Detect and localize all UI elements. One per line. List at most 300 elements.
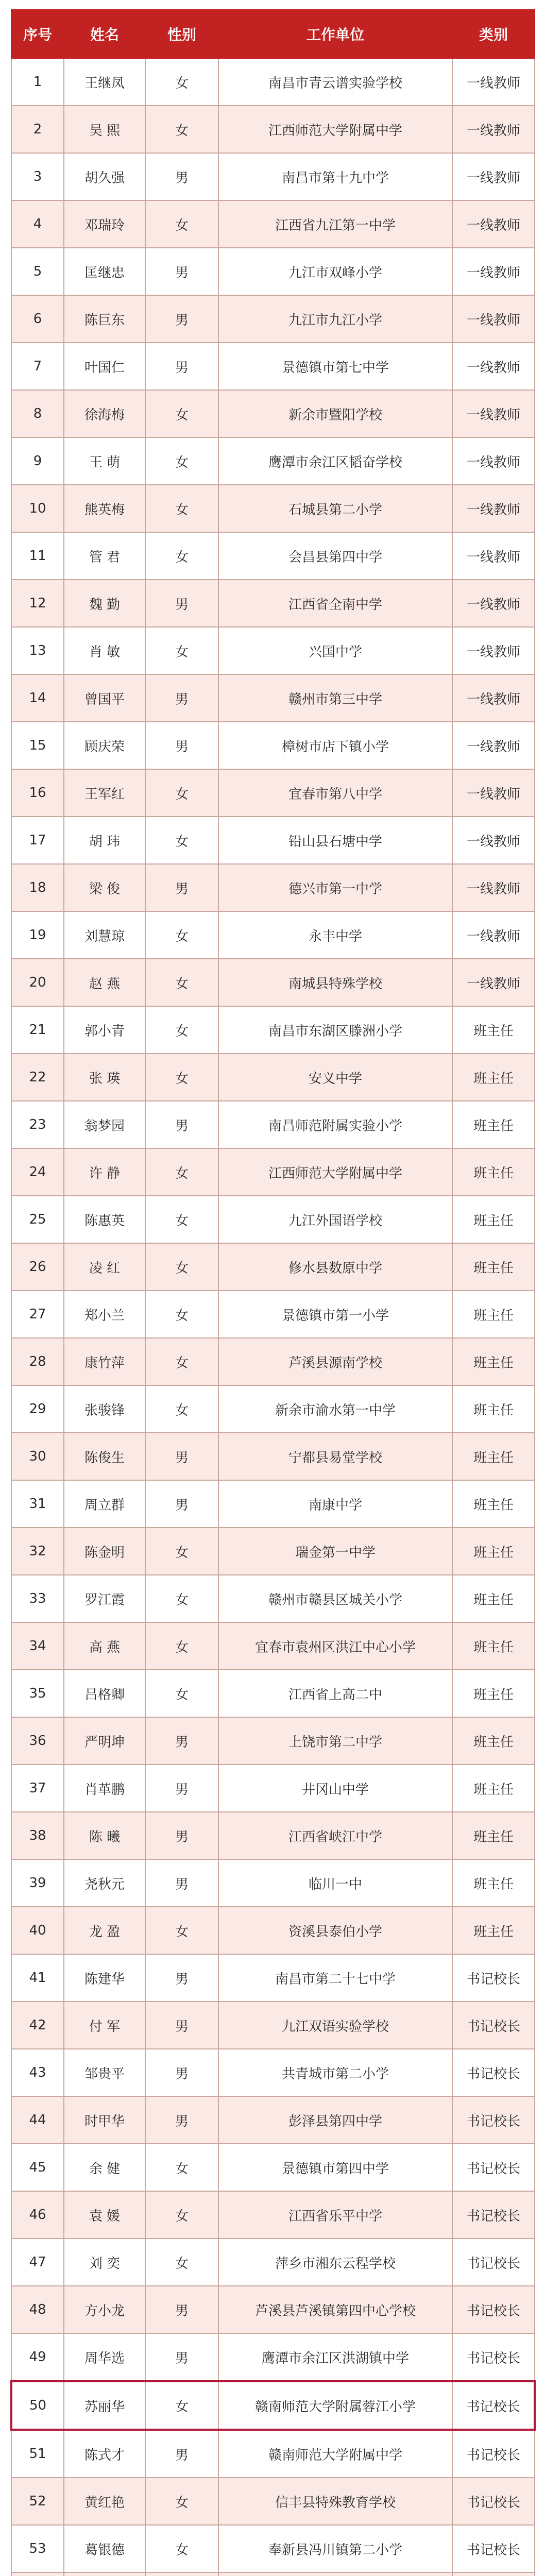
cell-serial-no: 30 [11,1433,64,1480]
cell-gender: 男 [145,1859,218,1907]
cell-work-unit: 瑞金第一中学 [218,1528,452,1575]
cell-serial-no: 3 [11,153,64,200]
cell-gender: 女 [145,2381,218,2430]
cell-category: 书记校长 [452,2381,535,2430]
cell-serial-no: 26 [11,1243,64,1291]
cell-serial-no: 45 [11,2144,64,2191]
table-row [11,532,535,580]
cell-work-unit [218,2572,452,2576]
cell-serial-no: 48 [11,2286,64,2333]
cell-name: 陈惠英 [64,1196,145,1243]
cell-work-unit: 彭泽县第四中学 [218,2096,452,2144]
cell-work-unit: 赣州市赣县区城关小学 [218,1575,452,1622]
table-row [11,1765,535,1812]
table-row [11,2286,535,2333]
cell-category: 班主任 [452,1433,535,1480]
header-category: 类别 [452,10,535,58]
cell-name: 肖革鹏 [64,1765,145,1812]
cell-serial-no: 32 [11,1528,64,1575]
cell-gender: 男 [145,1480,218,1528]
table-row [11,1006,535,1054]
table-row [11,1385,535,1433]
cell-serial-no: 21 [11,1006,64,1054]
table-row [11,674,535,722]
cell-serial-no: 12 [11,580,64,627]
cell-gender: 男 [145,2096,218,2144]
cell-work-unit: 德兴市第一中学 [218,864,452,911]
cell-name: 郭小青 [64,1006,145,1054]
cell-category: 一线教师 [452,295,535,343]
cell-work-unit: 江西省上高二中 [218,1670,452,1717]
cell-category: 一线教师 [452,817,535,864]
table-row [11,295,535,343]
cell-work-unit: 兴国中学 [218,627,452,674]
cell-gender: 女 [145,911,218,959]
cell-serial-no [11,2572,64,2576]
cell-work-unit: 九江市九江小学 [218,295,452,343]
cell-serial-no: 39 [11,1859,64,1907]
cell-category: 一线教师 [452,58,535,106]
cell-category: 一线教师 [452,153,535,200]
table-row [11,1101,535,1148]
header-row [11,10,535,58]
cell-name: 胡 玮 [64,817,145,864]
cell-name: 陈金明 [64,1528,145,1575]
cell-name: 陈俊生 [64,1433,145,1480]
cell-name: 王继凤 [64,58,145,106]
cell-gender: 女 [145,1528,218,1575]
cell-serial-no: 25 [11,1196,64,1243]
cell-gender: 女 [145,1291,218,1338]
cell-category: 班主任 [452,1101,535,1148]
cell-name: 熊英梅 [64,485,145,532]
cell-serial-no: 18 [11,864,64,911]
cell-name: 肖 敏 [64,627,145,674]
cell-category: 班主任 [452,1812,535,1859]
cell-category: 一线教师 [452,580,535,627]
table-row [11,959,535,1006]
cell-work-unit: 赣州市第三中学 [218,674,452,722]
cell-work-unit: 芦溪县芦溪镇第四中心学校 [218,2286,452,2333]
cell-gender [145,2572,218,2576]
cell-gender: 女 [145,2239,218,2286]
table-row [11,2572,535,2576]
cell-gender: 男 [145,674,218,722]
cell-work-unit: 江西省峡江中学 [218,1812,452,1859]
cell-name: 周华选 [64,2333,145,2381]
cell-serial-no: 13 [11,627,64,674]
table-row [11,627,535,674]
cell-name: 黄红艳 [64,2478,145,2525]
cell-work-unit: 九江双语实验学校 [218,2002,452,2049]
cell-name: 方小龙 [64,2286,145,2333]
cell-work-unit: 赣南师范大学附属蓉江小学 [218,2381,452,2430]
cell-work-unit: 南昌市第十九中学 [218,153,452,200]
table-row [11,1528,535,1575]
cell-work-unit: 共青城市第二小学 [218,2049,452,2096]
cell-gender: 女 [145,627,218,674]
cell-name: 葛银德 [64,2525,145,2572]
table-row [11,911,535,959]
cell-category: 班主任 [452,1148,535,1196]
cell-work-unit: 鹰潭市余江区洪湖镇中学 [218,2333,452,2381]
cell-serial-no: 4 [11,200,64,248]
cell-category: 一线教师 [452,911,535,959]
cell-work-unit: 修水县数原中学 [218,1243,452,1291]
table-row [11,580,535,627]
cell-work-unit: 南昌师范附属实验小学 [218,1101,452,1148]
cell-serial-no: 47 [11,2239,64,2286]
cell-category: 一线教师 [452,437,535,485]
cell-name: 顾庆荣 [64,722,145,769]
cell-category: 班主任 [452,1291,535,1338]
cell-work-unit: 上饶市第二中学 [218,1717,452,1765]
cell-gender: 男 [145,2049,218,2096]
table-row [11,1575,535,1622]
cell-category: 一线教师 [452,532,535,580]
cell-gender: 男 [145,2286,218,2333]
cell-serial-no: 6 [11,295,64,343]
cell-work-unit: 南昌市青云谱实验学校 [218,58,452,106]
cell-gender: 男 [145,343,218,390]
table-row [11,1291,535,1338]
cell-serial-no: 10 [11,485,64,532]
cell-name: 吴 熙 [64,106,145,153]
cell-serial-no: 16 [11,769,64,817]
cell-serial-no: 19 [11,911,64,959]
cell-work-unit: 南康中学 [218,1480,452,1528]
cell-name: 刘慧琼 [64,911,145,959]
table-row [11,390,535,437]
cell-gender: 女 [145,769,218,817]
table-row [11,1622,535,1670]
cell-work-unit: 永丰中学 [218,911,452,959]
cell-serial-no: 35 [11,1670,64,1717]
table-header [11,10,535,58]
cell-gender: 女 [145,959,218,1006]
cell-serial-no: 34 [11,1622,64,1670]
table-row [11,1148,535,1196]
cell-serial-no: 33 [11,1575,64,1622]
cell-work-unit: 江西师范大学附属中学 [218,106,452,153]
cell-category: 书记校长 [452,2333,535,2381]
cell-name: 叶国仁 [64,343,145,390]
cell-category: 一线教师 [452,864,535,911]
cell-name: 翁梦园 [64,1101,145,1148]
cell-work-unit: 资溪县泰伯小学 [218,1907,452,1954]
table-row [11,2049,535,2096]
cell-gender: 女 [145,2478,218,2525]
table-row [11,2478,535,2525]
header-name: 姓名 [64,10,145,58]
table-row [11,2144,535,2191]
cell-name: 王 萌 [64,437,145,485]
cell-name: 龙 盈 [64,1907,145,1954]
cell-category: 书记校长 [452,2002,535,2049]
table-row [11,722,535,769]
cell-name: 吕格卿 [64,1670,145,1717]
cell-name: 邓瑞玲 [64,200,145,248]
cell-serial-no: 28 [11,1338,64,1385]
cell-gender: 女 [145,1575,218,1622]
cell-category: 一线教师 [452,674,535,722]
table-row [11,2239,535,2286]
table-row [11,58,535,106]
cell-category: 班主任 [452,1243,535,1291]
cell-work-unit: 鹰潭市余江区韬奋学校 [218,437,452,485]
cell-category: 班主任 [452,1575,535,1622]
cell-name: 康竹萍 [64,1338,145,1385]
cell-work-unit: 赣南师范大学附属中学 [218,2430,452,2478]
cell-name: 罗江霞 [64,1575,145,1622]
cell-gender: 男 [145,295,218,343]
table-row [11,1907,535,1954]
cell-serial-no: 49 [11,2333,64,2381]
cell-serial-no: 9 [11,437,64,485]
table-row [11,1243,535,1291]
cell-serial-no: 40 [11,1907,64,1954]
cell-category: 班主任 [452,1196,535,1243]
cell-gender: 女 [145,532,218,580]
cell-category: 班主任 [452,1385,535,1433]
header-work-unit: 工作单位 [218,10,452,58]
cell-serial-no: 37 [11,1765,64,1812]
cell-name: 付 军 [64,2002,145,2049]
cell-work-unit: 樟树市店下镇小学 [218,722,452,769]
cell-serial-no: 11 [11,532,64,580]
table-row [11,343,535,390]
cell-work-unit: 新余市渝水第一中学 [218,1385,452,1433]
cell-name: 袁 媛 [64,2191,145,2239]
cell-gender: 女 [145,1385,218,1433]
cell-serial-no: 44 [11,2096,64,2144]
cell-name: 严明坤 [64,1717,145,1765]
cell-work-unit: 临川一中 [218,1859,452,1907]
cell-serial-no: 23 [11,1101,64,1148]
cell-name: 苏丽华 [64,2381,145,2430]
cell-work-unit: 安义中学 [218,1054,452,1101]
table-row [11,2333,535,2381]
cell-serial-no: 31 [11,1480,64,1528]
cell-gender: 女 [145,1907,218,1954]
cell-gender: 男 [145,2430,218,2478]
cell-category: 书记校长 [452,2049,535,2096]
table-row [11,1812,535,1859]
cell-name: 陈 曦 [64,1812,145,1859]
cell-name: 梁 俊 [64,864,145,911]
cell-category: 书记校长 [452,2096,535,2144]
cell-work-unit: 信丰县特殊教育学校 [218,2478,452,2525]
table-row [11,2191,535,2239]
cell-name: 许 静 [64,1148,145,1196]
cell-work-unit: 江西省九江第一中学 [218,200,452,248]
cell-work-unit: 芦溪县源南学校 [218,1338,452,1385]
cell-gender: 女 [145,1243,218,1291]
cell-category: 一线教师 [452,248,535,295]
cell-serial-no: 36 [11,1717,64,1765]
table-row [11,2002,535,2049]
cell-serial-no: 7 [11,343,64,390]
cell-category: 书记校长 [452,2478,535,2525]
cell-work-unit: 江西省乐平中学 [218,2191,452,2239]
cell-name: 陈建华 [64,1954,145,2002]
cell-name: 曾国平 [64,674,145,722]
cell-work-unit: 南城县特殊学校 [218,959,452,1006]
table-row [11,2381,535,2430]
table-row [11,1480,535,1528]
cell-work-unit: 南昌市东湖区滕洲小学 [218,1006,452,1054]
cell-serial-no: 22 [11,1054,64,1101]
cell-work-unit: 井冈山中学 [218,1765,452,1812]
table-row [11,153,535,200]
awardee-table [10,9,536,2576]
table-row [11,485,535,532]
cell-category: 一线教师 [452,390,535,437]
cell-name: 尧秋元 [64,1859,145,1907]
cell-gender: 女 [145,106,218,153]
cell-category: 班主任 [452,1765,535,1812]
cell-name: 刘 奕 [64,2239,145,2286]
cell-work-unit: 奉新县冯川镇第二小学 [218,2525,452,2572]
cell-work-unit: 铅山县石塘中学 [218,817,452,864]
cell-name: 陈式才 [64,2430,145,2478]
cell-serial-no: 20 [11,959,64,1006]
cell-name: 徐海梅 [64,390,145,437]
cell-gender: 男 [145,1954,218,2002]
cell-serial-no: 53 [11,2525,64,2572]
cell-serial-no: 43 [11,2049,64,2096]
cell-gender: 男 [145,1717,218,1765]
cell-gender: 女 [145,1054,218,1101]
cell-gender: 男 [145,153,218,200]
cell-gender: 女 [145,200,218,248]
cell-work-unit: 景德镇市第一小学 [218,1291,452,1338]
cell-gender: 女 [145,1670,218,1717]
cell-name: 余 健 [64,2144,145,2191]
cell-name: 赵 燕 [64,959,145,1006]
cell-work-unit: 九江市双峰小学 [218,248,452,295]
cell-category: 书记校长 [452,2239,535,2286]
cell-work-unit: 萍乡市湘东云程学校 [218,2239,452,2286]
cell-name: 管 君 [64,532,145,580]
table-row [11,248,535,295]
cell-serial-no: 17 [11,817,64,864]
cell-work-unit: 宜春市袁州区洪江中心小学 [218,1622,452,1670]
cell-gender: 男 [145,2002,218,2049]
cell-gender: 女 [145,1338,218,1385]
cell-category: 一线教师 [452,769,535,817]
table-row [11,1859,535,1907]
cell-gender: 女 [145,437,218,485]
cell-gender: 男 [145,722,218,769]
cell-serial-no: 41 [11,1954,64,2002]
cell-gender: 女 [145,58,218,106]
cell-gender: 男 [145,1812,218,1859]
cell-name: 陈巨东 [64,295,145,343]
cell-category: 一线教师 [452,627,535,674]
cell-serial-no: 29 [11,1385,64,1433]
cell-gender: 男 [145,1433,218,1480]
cell-gender: 女 [145,390,218,437]
table-row [11,200,535,248]
cell-category: 班主任 [452,1528,535,1575]
cell-category: 一线教师 [452,959,535,1006]
table-row [11,1670,535,1717]
cell-gender: 女 [145,2144,218,2191]
cell-work-unit: 景德镇市第四中学 [218,2144,452,2191]
table-row [11,864,535,911]
cell-category: 书记校长 [452,2191,535,2239]
cell-category: 书记校长 [452,1954,535,2002]
cell-name: 邹贵平 [64,2049,145,2096]
cell-gender: 男 [145,248,218,295]
cell-gender: 女 [145,2191,218,2239]
header-serial-no: 序号 [11,10,64,58]
cell-work-unit: 江西师范大学附属中学 [218,1148,452,1196]
cell-name: 凌 红 [64,1243,145,1291]
cell-gender: 女 [145,817,218,864]
cell-serial-no: 46 [11,2191,64,2239]
table-row [11,1717,535,1765]
cell-work-unit: 会昌县第四中学 [218,532,452,580]
table-row [11,2525,535,2572]
cell-name: 高 燕 [64,1622,145,1670]
table-row [11,817,535,864]
table-row [11,2096,535,2144]
cell-work-unit: 宜春市第八中学 [218,769,452,817]
cell-category: 一线教师 [452,106,535,153]
cell-category: 班主任 [452,1006,535,1054]
cell-category: 班主任 [452,1670,535,1717]
cell-serial-no: 27 [11,1291,64,1338]
cell-serial-no: 15 [11,722,64,769]
cell-gender: 男 [145,864,218,911]
cell-serial-no: 50 [11,2381,64,2430]
cell-category: 班主任 [452,1907,535,1954]
cell-work-unit: 景德镇市第七中学 [218,343,452,390]
table-row [11,2430,535,2478]
cell-gender: 男 [145,580,218,627]
cell-gender: 女 [145,1148,218,1196]
cell-name: 时甲华 [64,2096,145,2144]
table-row [11,1338,535,1385]
cell-name [64,2572,145,2576]
cell-category: 班主任 [452,1717,535,1765]
cell-category: 班主任 [452,1622,535,1670]
cell-serial-no: 5 [11,248,64,295]
cell-category: 书记校长 [452,2286,535,2333]
table-body [11,58,535,2576]
cell-work-unit: 南昌市第二十七中学 [218,1954,452,2002]
cell-category: 书记校长 [452,2144,535,2191]
cell-name: 周立群 [64,1480,145,1528]
cell-name: 王军红 [64,769,145,817]
cell-category [452,2572,535,2576]
cell-name: 匡继忠 [64,248,145,295]
cell-gender: 女 [145,1622,218,1670]
cell-serial-no: 51 [11,2430,64,2478]
cell-work-unit: 宁都县易堂学校 [218,1433,452,1480]
table-row [11,1954,535,2002]
header-gender: 性别 [145,10,218,58]
cell-work-unit: 江西省全南中学 [218,580,452,627]
table-row [11,437,535,485]
table-row [11,1433,535,1480]
cell-serial-no: 52 [11,2478,64,2525]
cell-gender: 女 [145,1196,218,1243]
cell-category: 书记校长 [452,2525,535,2572]
cell-serial-no: 8 [11,390,64,437]
